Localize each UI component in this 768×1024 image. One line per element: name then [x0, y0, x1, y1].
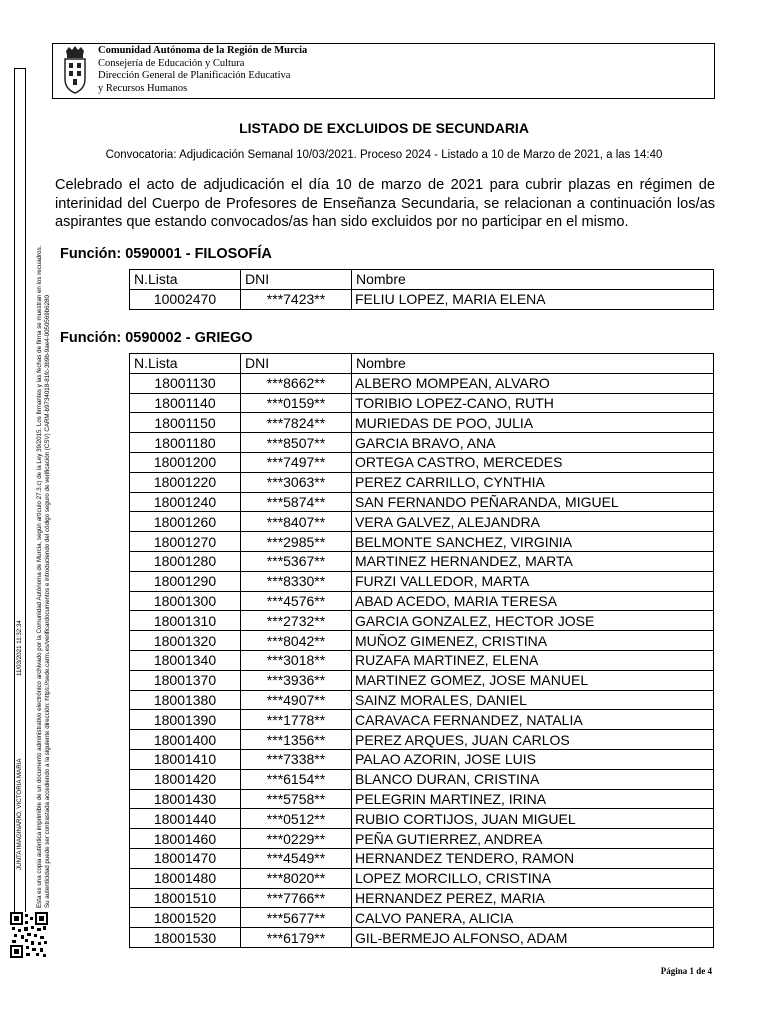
- column-header-dni: DNI: [241, 354, 352, 374]
- cell-dni: ***1356**: [241, 730, 352, 750]
- cell-dni: ***8662**: [241, 373, 352, 393]
- cell-name: SAINZ MORALES, DANIEL: [352, 690, 714, 710]
- cell-dni: ***8507**: [241, 433, 352, 453]
- cell-dni: ***0229**: [241, 829, 352, 849]
- cell-name: MURIEDAS DE POO, JULIA: [352, 413, 714, 433]
- cell-dni: ***5677**: [241, 908, 352, 928]
- table-row: [130, 532, 714, 552]
- side-signer-name: JUNTA IMAGINARIO, VICTORIA MARIA: [16, 758, 23, 870]
- cell-list-number: 18001520: [130, 908, 241, 928]
- cell-name: RUZAFA MARTINEZ, ELENA: [352, 650, 714, 670]
- cell-dni: ***7423**: [241, 289, 352, 309]
- cell-name: GARCIA BRAVO, ANA: [352, 433, 714, 453]
- cell-list-number: 18001310: [130, 611, 241, 631]
- cell-name: PEÑA GUTIERREZ, ANDREA: [352, 829, 714, 849]
- table-row: [130, 809, 714, 829]
- cell-list-number: 10002470: [130, 289, 241, 309]
- table-row: [130, 551, 714, 571]
- cell-list-number: 18001430: [130, 789, 241, 809]
- cell-name: FURZI VALLEDOR, MARTA: [352, 571, 714, 591]
- cell-name: RUBIO CORTIJOS, JUAN MIGUEL: [352, 809, 714, 829]
- cell-dni: ***4549**: [241, 848, 352, 868]
- excluded-table-filosofia: [129, 269, 714, 310]
- cell-list-number: 18001460: [130, 829, 241, 849]
- cell-list-number: 18001480: [130, 868, 241, 888]
- cell-list-number: 18001400: [130, 730, 241, 750]
- cell-dni: ***8330**: [241, 571, 352, 591]
- column-header-name: Nombre: [352, 270, 714, 290]
- cell-name: MARTINEZ GOMEZ, JOSE MANUEL: [352, 670, 714, 690]
- column-header-num: N.Lista: [130, 354, 241, 374]
- table-row: [130, 670, 714, 690]
- section-title-filosofia: Función: 0590001 - FILOSOFÍA: [60, 246, 272, 262]
- side-legal-line-2: Su autenticidad puede ser contrastada accediendo a la siguiente dirección: https://sede.carm.es/verificardocumentos e introduciendo del código seguro de verificación (CSV) CARM-b9734018-81fc-3b9b-9ae4-0050569b6280: [44, 295, 51, 908]
- cell-name: ABAD ACEDO, MARIA TERESA: [352, 591, 714, 611]
- cell-list-number: 18001220: [130, 472, 241, 492]
- cell-list-number: 18001440: [130, 809, 241, 829]
- table-row: [130, 472, 714, 492]
- cell-list-number: 18001420: [130, 769, 241, 789]
- table-row: [130, 413, 714, 433]
- cell-dni: ***1778**: [241, 710, 352, 730]
- table-row: [130, 433, 714, 453]
- table-row: [130, 611, 714, 631]
- cell-list-number: 18001340: [130, 650, 241, 670]
- cell-name: ORTEGA CASTRO, MERCEDES: [352, 452, 714, 472]
- table-header-row: [130, 270, 714, 290]
- side-legal-line-1: Esta es una copia auténtica imprimible de un documento administrativo electrónico archivado por la Comunidad Autónoma de Murcia, según artículo 27.3.c) de la Ley 39/2015. Los firmantes y las fechas de firma se muestran en los recuadros.: [36, 245, 43, 908]
- cell-dni: ***5874**: [241, 492, 352, 512]
- excluded-table-griego: [129, 353, 714, 948]
- side-date-stamp: 11/03/2021 11:32:34: [16, 620, 23, 676]
- cell-dni: ***4907**: [241, 690, 352, 710]
- header-line-2: Consejería de Educación y Cultura: [98, 57, 245, 69]
- table-row: [130, 710, 714, 730]
- column-header-dni: DNI: [241, 270, 352, 290]
- page-title: LISTADO DE EXCLUIDOS DE SECUNDARIA: [239, 120, 529, 136]
- cell-dni: ***2985**: [241, 532, 352, 552]
- table-row: [130, 289, 714, 309]
- cell-list-number: 18001390: [130, 710, 241, 730]
- cell-dni: ***6154**: [241, 769, 352, 789]
- cell-dni: ***5367**: [241, 551, 352, 571]
- table-row: [130, 769, 714, 789]
- cell-list-number: 18001280: [130, 551, 241, 571]
- cell-list-number: 18001270: [130, 532, 241, 552]
- qr-code-icon[interactable]: [10, 912, 48, 958]
- cell-name: BELMONTE SANCHEZ, VIRGINIA: [352, 532, 714, 552]
- page-subtitle: Convocatoria: Adjudicación Semanal 10/03/2021. Proceso 2024 - Listado a 10 de Marzo de 2021, a las 14:40: [105, 149, 663, 161]
- column-header-name: Nombre: [352, 354, 714, 374]
- region-coat-of-arms-icon: [60, 45, 90, 97]
- cell-list-number: 18001260: [130, 512, 241, 532]
- table-row: [130, 591, 714, 611]
- cell-dni: ***8042**: [241, 631, 352, 651]
- table-row: [130, 868, 714, 888]
- cell-list-number: 18001200: [130, 452, 241, 472]
- table-row: [130, 730, 714, 750]
- cell-list-number: 18001290: [130, 571, 241, 591]
- cell-list-number: 18001130: [130, 373, 241, 393]
- table-row: [130, 690, 714, 710]
- cell-dni: ***7338**: [241, 749, 352, 769]
- table-row: [130, 492, 714, 512]
- table-row: [130, 928, 714, 948]
- cell-dni: ***3936**: [241, 670, 352, 690]
- header-text: [98, 45, 307, 95]
- cell-dni: ***5758**: [241, 789, 352, 809]
- cell-name: VERA GALVEZ, ALEJANDRA: [352, 512, 714, 532]
- column-header-num: N.Lista: [130, 270, 241, 290]
- cell-list-number: 18001410: [130, 749, 241, 769]
- cell-name: PALAO AZORIN, JOSE LUIS: [352, 749, 714, 769]
- cell-name: GIL-BERMEJO ALFONSO, ADAM: [352, 928, 714, 948]
- cell-name: HERNANDEZ TENDERO, RAMON: [352, 848, 714, 868]
- cell-name: BLANCO DURAN, CRISTINA: [352, 769, 714, 789]
- header-line-3: Dirección General de Planificación Educativa: [98, 70, 291, 81]
- cell-name: PELEGRIN MARTINEZ, IRINA: [352, 789, 714, 809]
- table-row: [130, 393, 714, 413]
- cell-list-number: 18001240: [130, 492, 241, 512]
- cell-list-number: 18001370: [130, 670, 241, 690]
- cell-name: CALVO PANERA, ALICIA: [352, 908, 714, 928]
- table-row: [130, 373, 714, 393]
- intro-paragraph: Celebrado el acto de adjudicación el día 10 de marzo de 2021 para cubrir plazas en régimen de interinidad del Cuerpo de Profesores de Enseñanza Secundaria, se relacionan a continuación los/as aspirantes que estando convocados/as han sido excluidos por no participar en el mismo.: [55, 177, 715, 230]
- cell-name: FELIU LOPEZ, MARIA ELENA: [352, 289, 714, 309]
- cell-name: HERNANDEZ PEREZ, MARIA: [352, 888, 714, 908]
- table-header-row: [130, 354, 714, 374]
- section-title-griego: Función: 0590002 - GRIEGO: [60, 330, 253, 346]
- table-row: [130, 571, 714, 591]
- cell-list-number: 18001140: [130, 393, 241, 413]
- cell-name: TORIBIO LOPEZ-CANO, RUTH: [352, 393, 714, 413]
- cell-name: PEREZ ARQUES, JUAN CARLOS: [352, 730, 714, 750]
- cell-name: SAN FERNANDO PEÑARANDA, MIGUEL: [352, 492, 714, 512]
- header-line-4: y Recursos Humanos: [98, 82, 188, 94]
- cell-list-number: 18001510: [130, 888, 241, 908]
- cell-name: GARCIA GONZALEZ, HECTOR JOSE: [352, 611, 714, 631]
- cell-dni: ***7824**: [241, 413, 352, 433]
- cell-dni: ***0512**: [241, 809, 352, 829]
- cell-list-number: 18001150: [130, 413, 241, 433]
- table-row: [130, 789, 714, 809]
- cell-dni: ***8020**: [241, 868, 352, 888]
- cell-dni: ***7497**: [241, 452, 352, 472]
- cell-dni: ***6179**: [241, 928, 352, 948]
- cell-dni: ***7766**: [241, 888, 352, 908]
- cell-dni: ***8407**: [241, 512, 352, 532]
- cell-name: CARAVACA FERNANDEZ, NATALIA: [352, 710, 714, 730]
- table-row: [130, 908, 714, 928]
- cell-name: LOPEZ MORCILLO, CRISTINA: [352, 868, 714, 888]
- cell-name: MARTINEZ HERNANDEZ, MARTA: [352, 551, 714, 571]
- table-row: [130, 848, 714, 868]
- cell-dni: ***0159**: [241, 393, 352, 413]
- cell-list-number: 18001470: [130, 848, 241, 868]
- cell-dni: ***2732**: [241, 611, 352, 631]
- cell-dni: ***3018**: [241, 650, 352, 670]
- page-number: Página 1 de 4: [660, 966, 712, 976]
- cell-list-number: 18001300: [130, 591, 241, 611]
- cell-list-number: 18001320: [130, 631, 241, 651]
- table-row: [130, 829, 714, 849]
- table-row: [130, 888, 714, 908]
- table-row: [130, 512, 714, 532]
- header-line-1: Comunidad Autónoma de la Región de Murcia: [98, 45, 308, 56]
- cell-list-number: 18001380: [130, 690, 241, 710]
- cell-name: PEREZ CARRILLO, CYNTHIA: [352, 472, 714, 492]
- cell-list-number: 18001180: [130, 433, 241, 453]
- table-row: [130, 650, 714, 670]
- table-row: [130, 452, 714, 472]
- table-row: [130, 749, 714, 769]
- cell-dni: ***3063**: [241, 472, 352, 492]
- cell-name: ALBERO MOMPEAN, ALVARO: [352, 373, 714, 393]
- cell-list-number: 18001530: [130, 928, 241, 948]
- cell-dni: ***4576**: [241, 591, 352, 611]
- table-row: [130, 631, 714, 651]
- cell-name: MUÑOZ GIMENEZ, CRISTINA: [352, 631, 714, 651]
